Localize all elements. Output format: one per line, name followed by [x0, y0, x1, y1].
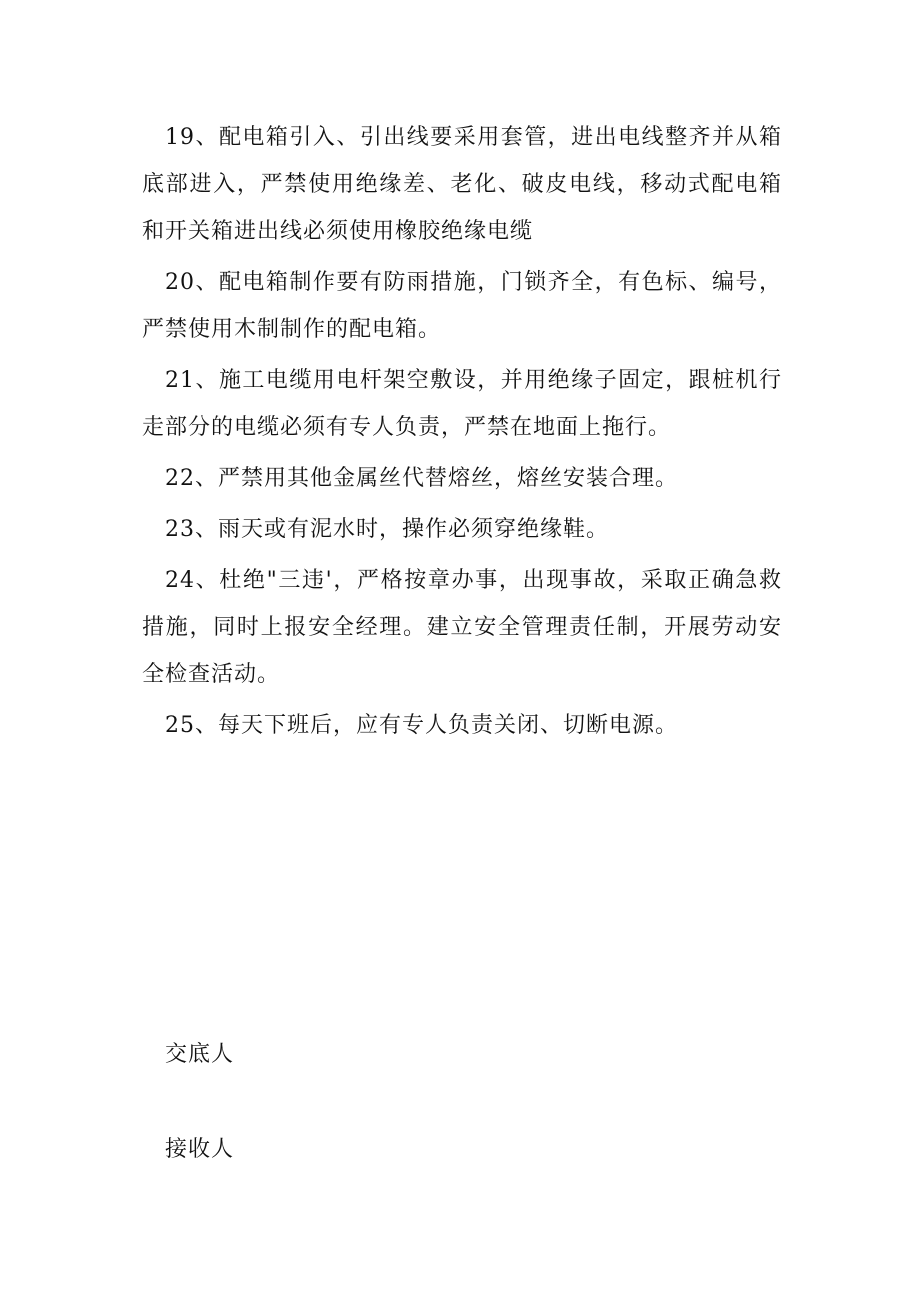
- paragraph-22: 22、严禁用其他金属丝代替熔丝，熔丝安装合理。: [165, 466, 678, 491]
- paragraph-24: 24、杜绝"三违'，严格按章办事，出现事故，采取正确急救措施，同时上报安全经理。建立安全管理责任制，开展劳动安全检查活动。: [142, 568, 782, 687]
- paragraph-19: 19、配电箱引入、引出线要采用套管，进出电线整齐并从箱底部进入，严禁使用绝缘差、老化、破皮电线，移动式配电箱和开关箱进出线必须使用橡胶绝缘电缆: [142, 125, 782, 244]
- receiver-signature-label: 接收人: [165, 1137, 235, 1162]
- paragraph-23: 23、雨天或有泥水时，操作必须穿绝缘鞋。: [165, 517, 609, 542]
- presenter-signature-label: 交底人: [165, 1042, 235, 1067]
- paragraph-20: 20、配电箱制作要有防雨措施，门锁齐全，有色标、编号，严禁使用木制制作的配电箱。: [142, 270, 782, 342]
- paragraph-21: 21、施工电缆用电杆架空敷设，并用绝缘子固定，跟桩机行走部分的电缆必须有专人负责，严禁在地面上拖行。: [142, 368, 782, 440]
- document-body: [142, 114, 782, 753]
- paragraph-25: 25、每天下班后，应有专人负责关闭、切断电源。: [165, 713, 678, 738]
